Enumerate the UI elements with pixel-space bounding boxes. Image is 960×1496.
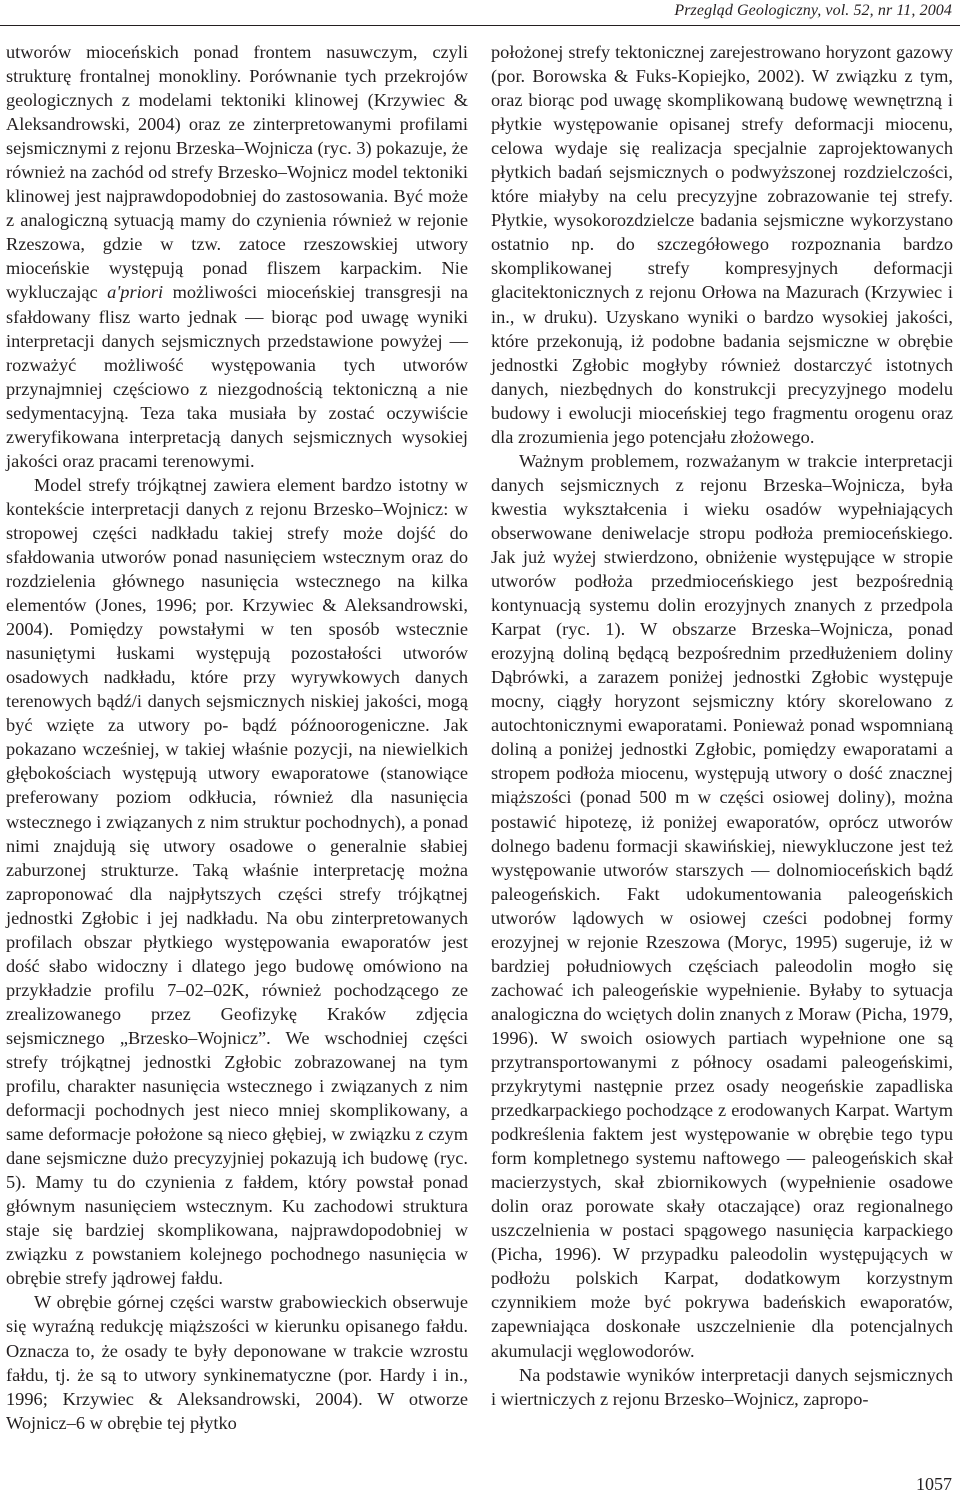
italic-term: a'priori — [107, 282, 164, 303]
paragraph: Na podstawie wyników interpretacji danych sejsmicznych i wiertniczych z rejonu Brzesko–Wojnicz, zapropo- — [491, 1364, 953, 1409]
header-rule — [0, 25, 960, 26]
right-column — [491, 40, 953, 1411]
paragraph: W obrębie górnej części warstw grabowieckich obserwuje się wyraźną redukcję miąższości w kierunku opisanego fałdu. Oznacza to, że osady te były deponowane w trakcie wzrostu fałdu, tj. że są to utwory synkinematyczne (por. Hardy i in., 1996; Krzywiec & Aleksandrowski, 2004). W otworze Wojnicz–6 w obrębie tej płytko — [6, 1292, 468, 1433]
paragraph: Model strefy trójkątnej zawiera element bardzo istotny w kontekście interpretacji danych z rejonu Brzesko–Wojnicz: w stropowej części nadkładu takiej strefy może dojść do sfałdowania utworów ponad nasunięciem wstecznym oraz do rozdzielenia głównego nasunięcia wstecznego na kilka elementów (Jones, 1996; por. Krzywiec & Aleksandrowski, 2004). Pomiędzy powstałymi w ten sposób wstecznie nasuniętymi łuskami występują pozostałości utworów osadowych nadkładu, które przy wyrywkowych danych terenowych bądź/i danych sejsmicznych niskiej jakości, mogą być wzięte za utwory po- bądź późnoorogeniczne. Jak pokazano wcześniej, w takiej właśnie pozycji, na niewielkich głębokościach występują utwory ewaporatowe (stanowiące preferowany poziom odkłucia, również dla nasunięcia wstecznego i związanych z nim struktur pochodnych), a ponad nimi znajdują się utwory osadowe o generalnie słabiej zaburzonej strukturze. Taką właśnie interpretację można zaproponować dla najpłytszych części strefy trójkątnej jednostki Zgłobic i jej nadkładu. Na obu zinterpretowanych profilach obszar płytkiego występowania ewaporatów jest dość słabo widoczny i dlatego jego budowę omówiono na przykładzie profilu 7–02–02K, również pochodzącego ze zrealizowanego przez Geofizykę Kraków zdjęcia sejsmicznego „Brzesko–Wojnicz”. We wschodniej części strefy trójkątnej jednostki Zgłobic zobrazowanej na tym profilu, charakter nasunięcia wstecznego i związanych z nim deformacji pochodnych jest nieco mniej skomplikowany, a same deformacje położone są nieco głębiej, w związku z czym dane sejsmiczne dużo precyzyjniej pokazują ich budowę (ryc. 5). Mamy tu do czynienia z fałdem, który powstał ponad głównym nasunięciem wstecznym. Ku zachodowi struktura staje się bardziej skomplikowana, najprawdopodobniej w związku z powstaniem kolejnego pochodnego nasunięcia w obrębie strefy jądrowej fałdu. — [6, 474, 468, 1289]
paragraph-text: możliwości mioceńskiej transgresji na sfałdowany flisz warto jednak — biorąc pod uwagę wyniki interpretacji danych sejsmicznych przedstawione powyżej — rozważyć możliwość występowania tych utworów przynajmniej częściowo z niezgodnością tektoniczną a nie sedymentacyjną. Teza taka musiała by zostać oczywiście zweryfikowana interpretacją danych sejsmicznych wysokiej jakości oraz pracami terenowymi. — [6, 282, 468, 471]
paragraph-text: utworów mioceńskich ponad frontem nasuwczym, czyli strukturę frontalnej monokliny. Porównanie tych przekrojów geologicznych z modelami tektoniki klinowej (Krzywiec & Aleksandrowski, 2004) oraz ze zinterpretowanymi profilami sejsmicznymi z rejonu Brzeska–Wojnicza (ryc. 3) pokazuje, że również na zachód od strefy Brzesko–Wojnicz model tektoniki klinowej jest najprawdopodobniej do zastosowania. Być może z analogiczną sytuacją mamy do czynienia również w rejonie Rzeszowa, gdzie w tzw. zatoce rzeszowskiej utwory mioceńskie występują ponad fliszem karpackim. Nie wykluczając — [6, 42, 468, 303]
page-header — [0, 0, 960, 24]
left-column — [6, 40, 468, 1435]
paragraph: Ważnym problemem, rozważanym w trakcie interpretacji danych sejsmicznych z rejonu Brzeska–Wojnicza, była kwestia wykształcenia i wieku osadów wypełniających obserwowane deniwelacje stropu podłoża premioceńskiego. Jak już wyżej stwierdzono, obniżenie występujące w stropie utworów podłoża przedmioceńskiego jest bezpośrednią kontynuacją systemu dolin erozyjnych znanych z przedpola Karpat (ryc. 1). W obszarze Brzeska–Wojnicza, ponad erozyjną doliną będącą bezpośrednim przedłużeniem doliny Dąbrówki, a zarazem poniżej jednostki Zgłobic występuje mocny, ciągły horyzont sejsmiczny który skorelowano z autochtonicznymi ewaporatami. Ponieważ ponad wspomnianą doliną a poniżej jednostki Zgłobic, pomiędzy ewaporatami a stropem podłoża miocenu, występują utwory o dość znacznej miąższości (ponad 500 m w części osiowej doliny), można postawić hipotezę, iż poniżej ewaporatów, oprócz utworów dolnego badenu formacji skawińskiej, niewykluczone jest też występowanie utworów starszych — dolnomioceńskich bądź paleogeńskich. Fakt udokumentowania paleogeńskich utworów lądowych w osiowej cześci podobnej formy erozyjnej w rejonie Rzeszowa (Moryc, 1995) sugeruje, iż w bardziej południowych częściach paleodolin mogło się zachować ich paleogeńskie wypełnienie. Byłaby to sytuacja analogiczna do wciętych dolin znanych z Moraw (Picha, 1979, 1996). W swoich osiowych partiach wypełnione one są przytransportowanymi z północy osadami paleogeńskimi, przykrytymi następnie przez osady neogeńskie zapadliska przedkarpackiego pochodzące z erodowanych Karpat. Wartym podkreślenia faktem jest występowanie w obrębie tego typu form kompletnego systemu naftowego — paleogeńskich skał macierzystych, skał zbiornikowych (wypełnienie osadowe dolin oraz porowate skały otaczające) oraz regionalnego uszczelnienia w postaci spągowego nasunięcia karpackiego (Picha, 1996). W przypadku paleodolin występujących w podłożu polskich Karpat, dodatkowym korzystnym czynnikiem może być pokrywa badeńskich ewaporatów, zapewniająca doskonałe uszczelnienie dla potencjalnych akumulacji węglowodorów. — [491, 450, 953, 1361]
paragraph: położonej strefy tektonicznej zarejestrowano horyzont gazowy (por. Borowska & Fuks-Kopiejko, 2002). W związku z tym, oraz biorąc pod uwagę skomplikowaną budowę wewnętrzną i płytkie występowanie opisanej strefy deformacji miocenu, celowa wydaje się realizacja specjalnie zaprojektowanych płytkich badań sejsmicznych o podwyższonej rozdzielczości, które miałyby na celu precyzyjne zobrazowanie tej strefy. Płytkie, wysokorozdzielcze badania sejsmiczne wykorzystano ostatnio np. do szczegółowego rozpoznania bardzo skomplikowanej strefy kompresyjnych deformacji glacitektonicznych z rejonu Orłowa na Mazurach (Krzywiec i in., w druku). Uzyskano wyniki o bardzo wysokiej jakości, które przekonują, iż podobne badania sejsmiczne w obrębie jednostki Zgłobic mogłyby również dostarczyć istotnych danych, niezbędnych do konstrukcji precyzyjnego modelu budowy i ewolucji mioceńskiej tego fragmentu orogenu oraz dla zrozumienia jego potencjału złożowego. — [491, 42, 953, 447]
page-number: 1057 — [916, 1474, 952, 1494]
paragraph — [6, 40, 468, 473]
journal-title: Przegląd Geologiczny, vol. 52, nr 11, 2004 — [674, 2, 952, 19]
